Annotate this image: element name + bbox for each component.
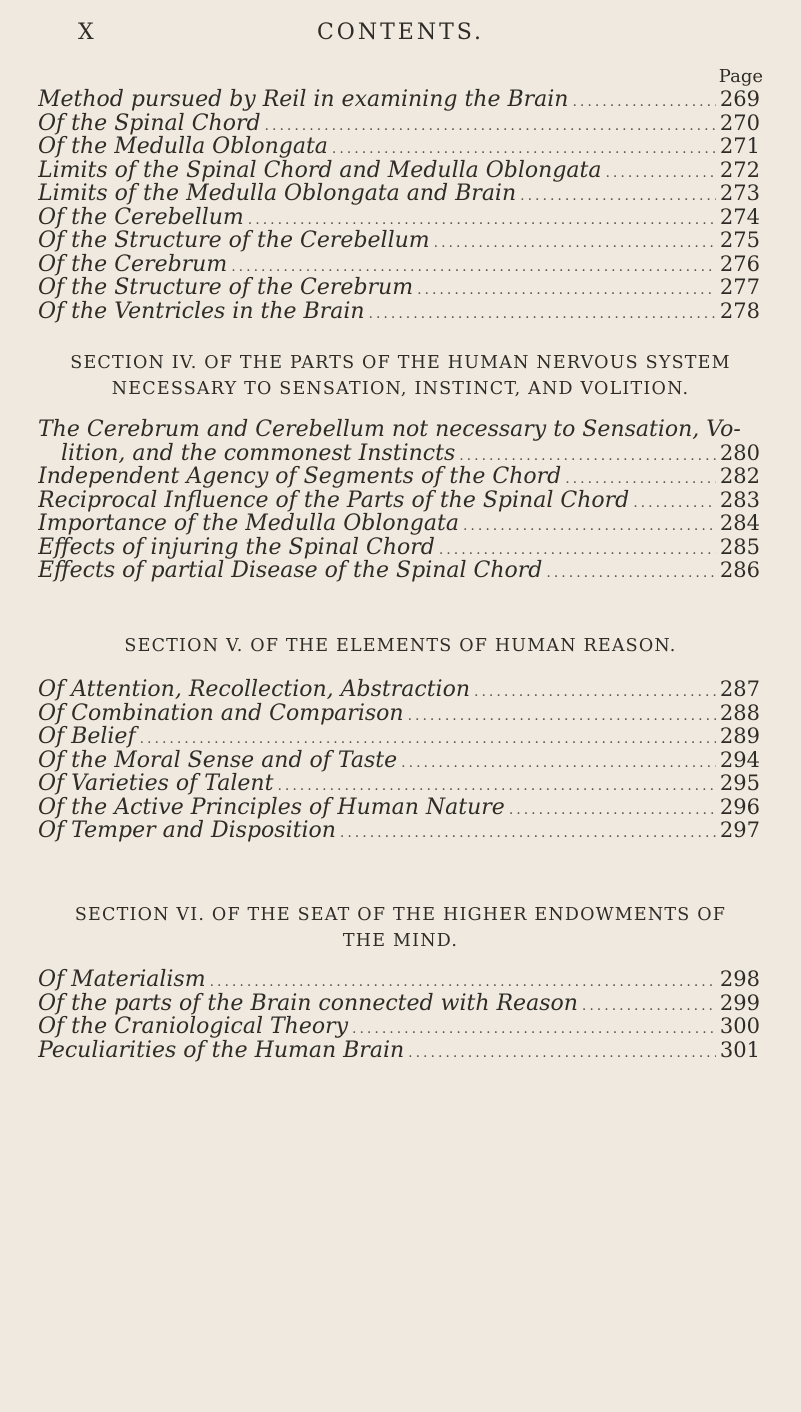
section-iv-heading bbox=[0, 350, 801, 402]
section-heading-line: THE MIND. bbox=[342, 931, 459, 951]
toc-entry: Reciprocal Influence of the Parts of the Spinal Chord ..... 283 bbox=[38, 489, 760, 513]
toc-entry: Of the Ventricles in the Brain ..... 278 bbox=[38, 300, 760, 324]
page-header bbox=[0, 20, 801, 50]
toc-entry: Of the Spinal Chord ..... 270 bbox=[38, 112, 760, 136]
section-heading-line: NECESSARY TO SENSATION, INSTINCT, AND VOLITION. bbox=[111, 379, 690, 399]
toc-group-1 bbox=[38, 88, 760, 323]
section-v-heading bbox=[0, 633, 801, 659]
toc-entry: Of the Cerebrum ..... 276 bbox=[38, 253, 760, 277]
toc-entry: Peculiarities of the Human Brain ..... 301 bbox=[38, 1039, 760, 1063]
toc-entry: Of Temper and Disposition ..... 297 bbox=[38, 819, 760, 843]
toc-entry-line: The Cerebrum and Cerebellum not necessary to Sensation, Vo- bbox=[38, 418, 741, 442]
toc-section-vi bbox=[38, 968, 760, 1062]
toc-section-v bbox=[38, 678, 760, 843]
toc-entry: Of the Medulla Oblongata ..... 271 bbox=[38, 135, 760, 159]
toc-entry: Of the Cerebellum ..... 274 bbox=[38, 206, 760, 230]
toc-entry: Of the Structure of the Cerebrum ..... 277 bbox=[38, 276, 760, 300]
toc-entry: Of the Active Principles of Human Nature ..... 296 bbox=[38, 796, 760, 820]
toc-entry: Of the Craniological Theory ..... 300 bbox=[38, 1015, 760, 1039]
toc-entry: Of Belief ..... 289 bbox=[38, 725, 760, 749]
toc-entry: Of the Moral Sense and of Taste ..... 294 bbox=[38, 749, 760, 773]
toc-entry: Of Attention, Recollection, Abstraction ..... 287 bbox=[38, 678, 760, 702]
section-heading-line: SECTION V. OF THE ELEMENTS OF HUMAN REASON. bbox=[124, 636, 677, 656]
section-heading-line: SECTION VI. OF THE SEAT OF THE HIGHER ENDOWMENTS OF bbox=[74, 905, 727, 925]
page-column-label: Page bbox=[718, 66, 763, 87]
toc-entry: Of the parts of the Brain connected with Reason ..... 299 bbox=[38, 992, 760, 1016]
toc-entry: Of Varieties of Talent ..... 295 bbox=[38, 772, 760, 796]
toc-entry: Effects of partial Disease of the Spinal Chord ..... 286 bbox=[38, 559, 760, 583]
toc-entry: lition, and the commonest Instincts ..... 280 bbox=[38, 442, 760, 466]
toc-entry: Importance of the Medulla Oblongata ..... 284 bbox=[38, 512, 760, 536]
toc-entry: Method pursued by Reil in examining the Brain ..... 269 bbox=[38, 88, 760, 112]
toc-entry: Of Materialism ..... 298 bbox=[38, 968, 760, 992]
toc-entry: Limits of the Medulla Oblongata and Brain ..... 273 bbox=[38, 182, 760, 206]
toc-entry: Independent Agency of Segments of the Chord ..... 282 bbox=[38, 465, 760, 489]
section-heading-line: SECTION IV. OF THE PARTS OF THE HUMAN NERVOUS SYSTEM bbox=[70, 353, 731, 373]
toc-entry: Of the Structure of the Cerebellum ..... 275 bbox=[38, 229, 760, 253]
toc-entry: Of Combination and Comparison ..... 288 bbox=[38, 702, 760, 726]
section-vi-heading bbox=[0, 902, 801, 954]
toc-entry: Limits of the Spinal Chord and Medulla Oblongata ..... 272 bbox=[38, 159, 760, 183]
toc-entry: Effects of injuring the Spinal Chord ..... 285 bbox=[38, 536, 760, 560]
toc-section-iv bbox=[38, 418, 760, 583]
page-title: CONTENTS. bbox=[316, 20, 485, 45]
page-number: X bbox=[78, 20, 95, 45]
